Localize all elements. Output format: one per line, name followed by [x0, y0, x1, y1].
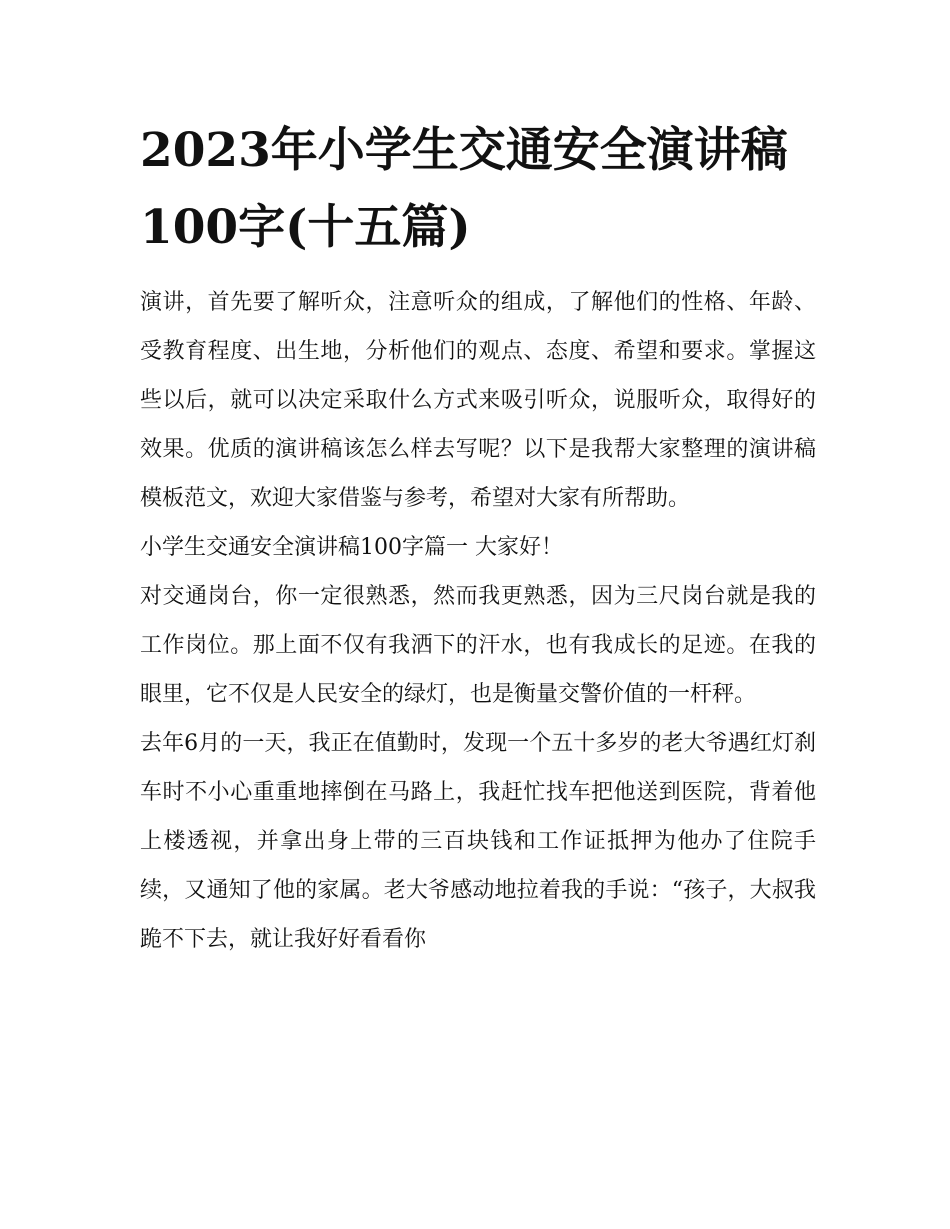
body-paragraph: 对交通岗台，你一定很熟悉，然而我更熟悉，因为三尺岗台就是我的工作岗位。那上面不仅有我洒下的汗水，也有我成长的足迹。在我的眼里，它不仅是人民安全的绿灯，也是衡量交警价值的一杆秤。	[140, 584, 816, 707]
intro-paragraph: 演讲，首先要了解听众，注意听众的组成，了解他们的性格、年龄、受教育程度、出生地，分析他们的观点、态度、希望和要求。掌握这些以后，就可以决定采取什么方式来吸引听众，说服听众，取得好的效果。优质的演讲稿该怎么样去写呢？以下是我帮大家整理的演讲稿模板范文，欢迎大家借鉴与参考，希望对大家有所帮助。	[140, 290, 816, 511]
body-paragraph: 去年6月的一天，我正在值勤时，发现一个五十多岁的老大爷遇红灯刹车时不小心重重地摔倒在马路上，我赶忙找车把他送到医院，背着他上楼透视，并拿出身上带的三百块钱和工作证抵押为他办了住院手续，又通知了他的家属。老大爷感动地拉着我的手说：“孩子，大叔我跪不下去，就让我好好看看你	[140, 731, 816, 952]
document-body	[140, 278, 816, 964]
document-title: 2023年小学生交通安全演讲稿100字(十五篇)	[140, 123, 788, 255]
document-content	[140, 112, 816, 964]
section-heading-paragraph: 小学生交通安全演讲稿100字篇一 大家好！	[140, 535, 563, 560]
